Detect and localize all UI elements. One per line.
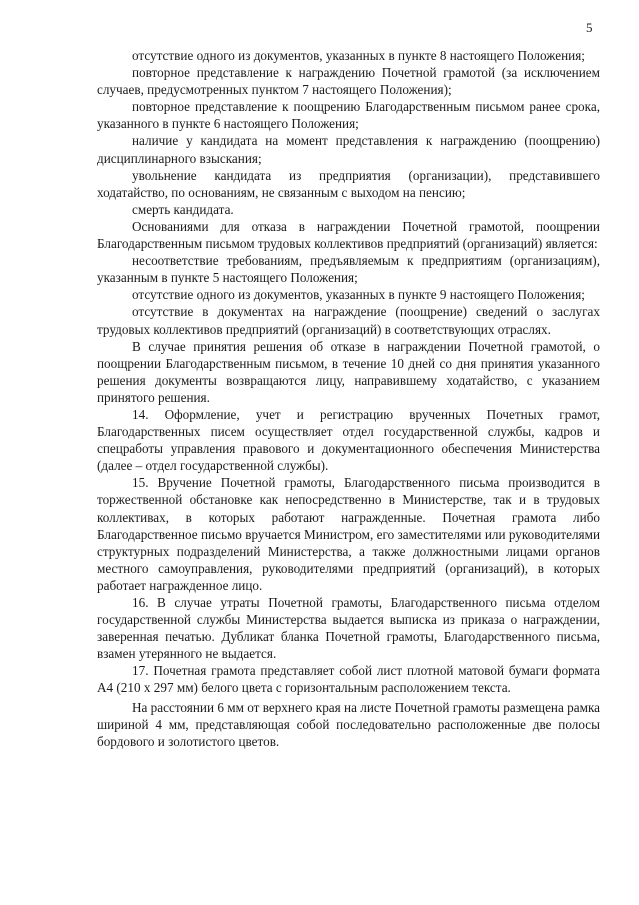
paragraph: 14. Оформление, учет и регистрацию врученных Почетных грамот, Благодарственных писем осуществляет отдел государственной службы, кадров и спецработы управления правового и документационного обеспечения Министерства (далее – отдел государственной службы). xyxy=(97,406,600,474)
paragraph: повторное представление к награждению Почетной грамотой (за исключением случаев, предусмотренных пунктом 7 настоящего Положения); xyxy=(97,65,600,98)
page-number: 5 xyxy=(586,20,593,35)
paragraph: увольнение кандидата из предприятия (организации), представившего ходатайство, по основаниям, не связанным с выходом на пенсию; xyxy=(97,167,600,200)
paragraph: наличие у кандидата на момент представления к награждению (поощрению) дисциплинарного взыскания; xyxy=(97,133,600,166)
paragraph: 15. Вручение Почетной грамоты, Благодарственного письма производится в торжественной обстановке как непосредственно в Министерстве, так и в трудовых коллективах, в которых работают награжденные. Почетная грамота либо Благодарственное письмо вручается Министром, его заместителями или руководителями структурных подразделений Министерства, а также должностными лицами органов местного самоуправления, руководителями предприятий (организаций), в которых работает награжденное лицо. xyxy=(97,475,600,593)
paragraph: 17. Почетная грамота представляет собой лист плотной матовой бумаги формата А4 (210 х 297 мм) белого цвета с горизонтальным расположением текста. xyxy=(97,663,600,696)
paragraph: повторное представление к поощрению Благодарственным письмом ранее срока, указанного в пункте 6 настоящего Положения; xyxy=(97,99,600,132)
paragraph: отсутствие одного из документов, указанных в пункте 9 настоящего Положения; xyxy=(132,287,585,303)
paragraph: Основаниями для отказа в награждении Почетной грамотой, поощрении Благодарственным письмом трудовых коллективов предприятий (организаций) является: xyxy=(97,218,600,252)
paragraph: отсутствие в документах на награждение (поощрение) сведений о заслугах трудовых коллективов предприятий (организаций) в соответствующих отраслях. xyxy=(97,304,600,337)
document-body xyxy=(97,47,600,750)
paragraph: несоответствие требованиям, предъявляемым к предприятиям (организациям), указанным в пункте 5 настоящего Положения; xyxy=(97,253,600,286)
paragraph: смерть кандидата. xyxy=(132,201,234,217)
paragraph: 16. В случае утраты Почетной грамоты, Благодарственного письма отделом государственной службы Министерства выдается выписка из приказа о награждении, заверенная печатью. Дубликат бланка Почетной грамоты, Благодарственного письма, взамен утерянного не выдается. xyxy=(97,595,600,662)
paragraph: В случае принятия решения об отказе в награждении Почетной грамотой, о поощрении Благодарственным письмом, в течение 10 дней со дня принятия указанного решения документы возвращаются лицу, направившему ходатайство, с указанием принятого решения. xyxy=(97,338,600,405)
paragraph: отсутствие одного из документов, указанных в пункте 8 настоящего Положения; xyxy=(132,48,585,63)
paragraph: На расстоянии 6 мм от верхнего края на листе Почетной грамоты размещена рамка шириной 4 мм, представляющая собой последовательно расположенные две полосы бордового и золотистого цветов. xyxy=(97,699,600,749)
